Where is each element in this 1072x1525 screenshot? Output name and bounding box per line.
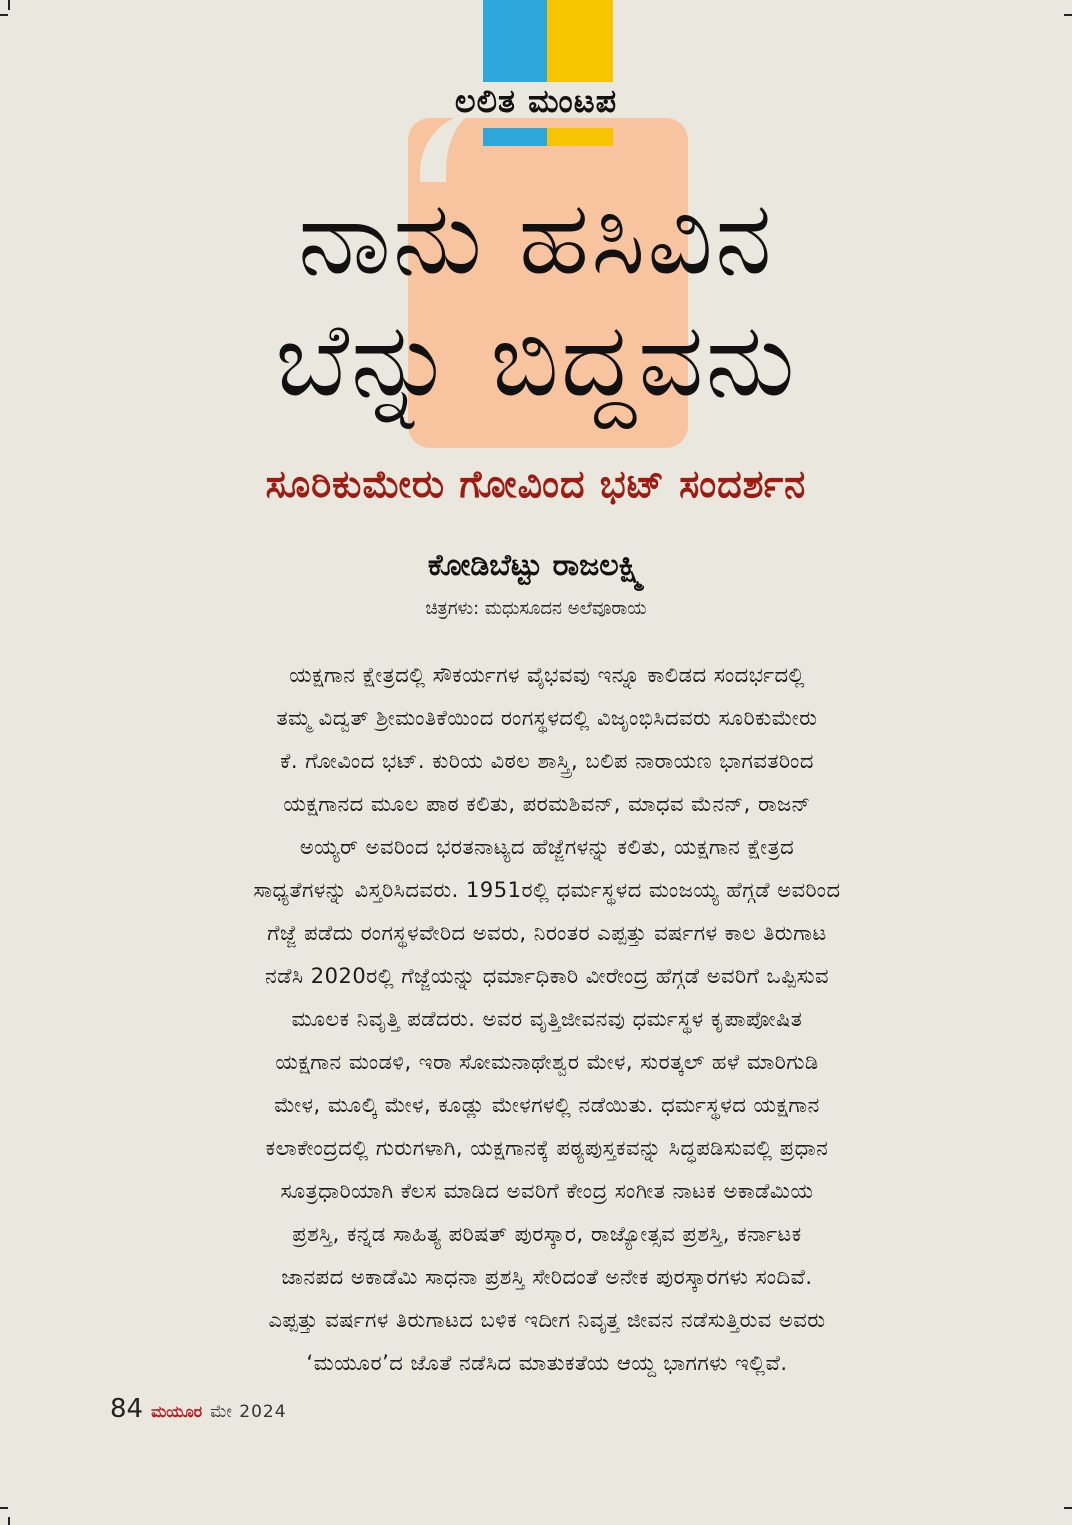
crop-mark: [0, 14, 8, 16]
body-line: ಮೇಳ, ಮೂಲ್ಕಿ ಮೇಳ, ಕೂಡ್ಲು ಮೇಳಗಳಲ್ಲಿ ನಡೆಯಿತು. ಧರ್ಮಸ್ಥಳದ ಯಕ್ಷಗಾನ: [274, 1093, 820, 1117]
body-line: ‘ಮಯೂರ’ದ ಜೊತೆ ನಡೆಸಿದ ಮಾತುಕತೆಯ ಆಯ್ದ ಭಾಗಗಳು ಇಲ್ಲಿವೆ.: [306, 1351, 788, 1375]
body-line: ಕೆ. ಗೋವಿಂದ ಭಟ್. ಕುರಿಯ ವಿಠಲ ಶಾಸ್ತ್ರಿ, ಬಲಿಪ ನಾರಾಯಣ ಭಾಗವತರಿಂದ: [280, 749, 814, 773]
crop-mark: [8, 1517, 10, 1525]
article-intro: [132, 654, 962, 1385]
header-blue-block: [483, 0, 547, 82]
body-line: ಸೂತ್ರಧಾರಿಯಾಗಿ ಕೆಲಸ ಮಾಡಿದ ಅವರಿಗೆ ಕೇಂದ್ರ ಸಂಗೀತ ನಾಟಕ ಅಕಾಡೆಮಿಯ: [280, 1179, 814, 1203]
body-line: ಜಾನಪದ ಅಕಾಡೆಮಿ ಸಾಧನಾ ಪ್ರಶಸ್ತಿ ಸೇರಿದಂತೆ ಅನೇಕ ಪುರಸ್ಕಾರಗಳು ಸಂದಿವೆ.: [281, 1265, 813, 1289]
body-line: ಎಪ್ಪತ್ತು ವರ್ಷಗಳ ತಿರುಗಾಟದ ಬಳಿಕ ಇದೀಗ ನಿವೃತ್ತ ಜೀವನ ನಡೆಸುತ್ತಿರುವ ಅವರು: [268, 1308, 826, 1332]
article-title-line-2: ಬೆನ್ನು ಬಿದ್ದವನು: [275, 301, 797, 420]
body-line: ಗೆಜ್ಜೆ ಪಡೆದು ರಂಗಸ್ಥಳವೇರಿದ ಅವರು, ನಿರಂತರ ಎಪ್ಪತ್ತು ವರ್ಷಗಳ ಕಾಲ ತಿರುಗಾಟ: [267, 921, 827, 945]
body-line: ಮೂಲಕ ನಿವೃತ್ತಿ ಪಡೆದರು. ಅವರ ವೃತ್ತಿಜೀವನವು ಧರ್ಮಸ್ಥಳ ಕೃಪಾಪೋಷಿತ: [291, 1007, 803, 1031]
body-line: ಅಯ್ಯರ್ ಅವರಿಂದ ಭರತನಾಟ್ಯದ ಹೆಜ್ಜೆಗಳನ್ನು ಕಲಿತು, ಯಕ್ಷಗಾನ ಕ್ಷೇತ್ರದ: [299, 835, 795, 859]
article-title: [0, 178, 1072, 422]
body-line: ಯಕ್ಷಗಾನ ಮಂಡಳಿ, ಇರಾ ಸೋಮನಾಥೇಶ್ವರ ಮೇಳ, ಸುರತ್ಕಲ್ ಹಳೆ ಮಾರಿಗುಡಿ: [275, 1050, 819, 1074]
issue-date: ಮೇ 2024: [210, 1402, 287, 1422]
crop-mark: [1064, 1507, 1072, 1509]
body-line: ಸಾಧ್ಯತೆಗಳನ್ನು ವಿಸ್ತರಿಸಿದವರು. 1951ರಲ್ಲಿ ಧರ್ಮಸ್ಥಳದ ಮಂಜಯ್ಯ ಹೆಗ್ಗಡೆ ಅವರಿಂದ: [253, 878, 841, 902]
header-blue-strip: [483, 128, 547, 146]
body-line: ತಮ್ಮ ವಿದ್ವತ್ ಶ್ರೀಮಂತಿಕೆಯಿಂದ ರಂಗಸ್ಥಳದಲ್ಲಿ ವಿಜೃಂಭಿಸಿದವರು ಸೂರಿಕುಮೇರು: [276, 706, 818, 730]
body-line: ಪ್ರಶಸ್ತಿ, ಕನ್ನಡ ಸಾಹಿತ್ಯ ಪರಿಷತ್ ಪುರಸ್ಕಾರ, ರಾಜ್ಯೋತ್ಸವ ಪ್ರಶಸ್ತಿ, ಕರ್ನಾಟಕ: [292, 1222, 802, 1246]
article-title-line-1: ನಾನು ಹಸಿವಿನ: [298, 179, 774, 298]
body-line: ಯಕ್ಷಗಾನ ಕ್ಷೇತ್ರದಲ್ಲಿ ಸೌಕರ್ಯಗಳ ವೈಭವವು ಇನ್ನೂ ಕಾಲಿಡದ ಸಂದರ್ಭದಲ್ಲಿ: [289, 663, 805, 687]
body-line: ಕಲಾಕೇಂದ್ರದಲ್ಲಿ ಗುರುಗಳಾಗಿ, ಯಕ್ಷಗಾನಕ್ಕೆ ಪಠ್ಯಪುಸ್ತಕವನ್ನು ಸಿದ್ಧಪಡಿಸುವಲ್ಲಿ ಪ್ರಧಾನ: [265, 1136, 829, 1160]
body-line: ನಡೆಸಿ 2020ರಲ್ಲಿ ಗೆಜ್ಜೆಯನ್ನು ಧರ್ಮಾಧಿಕಾರಿ ವೀರೇಂದ್ರ ಹೆಗ್ಗಡೆ ಅವರಿಗೆ ಒಪ್ಪಿಸುವ: [265, 964, 829, 988]
header-yellow-strip: [547, 128, 613, 146]
body-line: ಯಕ್ಷಗಾನದ ಮೂಲ ಪಾಠ ಕಲಿತು, ಪರಮಶಿವನ್, ಮಾಧವ ಮೆನನ್, ರಾಜನ್: [283, 792, 811, 816]
crop-mark: [8, 0, 10, 10]
crop-mark: [1064, 14, 1072, 16]
page-footer: [110, 1394, 287, 1424]
header-yellow-block: [547, 0, 613, 82]
crop-mark: [0, 1507, 8, 1509]
article-subtitle: ಸೂರಿಕುಮೇರು ಗೋವಿಂದ ಭಟ್ ಸಂದರ್ಶನ: [265, 462, 807, 506]
photo-credit: ಚಿತ್ರಗಳು: ಮಧುಸೂದನ ಅಲೆವೂರಾಯ: [425, 598, 647, 619]
page-number: 84: [110, 1394, 144, 1424]
author-name: ಕೋಡಿಬೆಟ್ಟು ರಾಜಲಕ್ಷ್ಮಿ: [427, 548, 645, 583]
magazine-logo: ಮಯೂರ: [151, 1402, 203, 1421]
section-label: ಲಲಿತ ಮಂಟಪ: [454, 82, 618, 120]
